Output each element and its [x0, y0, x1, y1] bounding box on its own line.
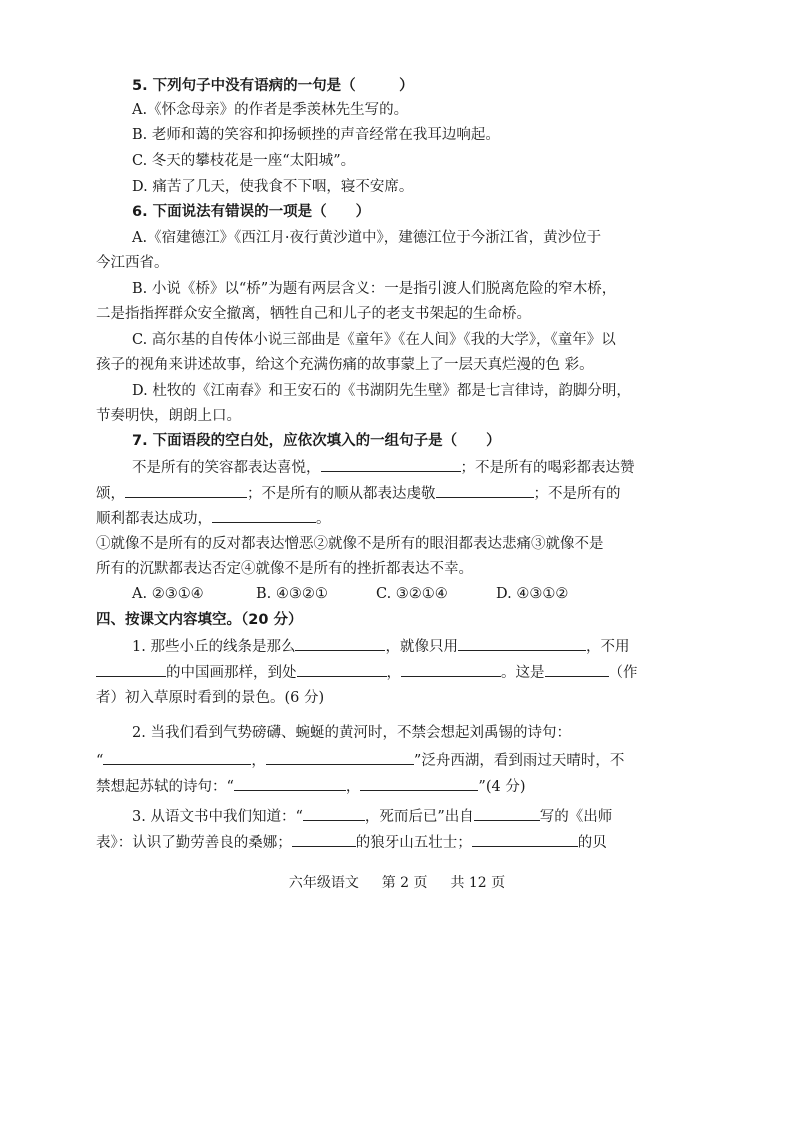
- s4-text: ，不用: [585, 639, 630, 655]
- answer-blank[interactable]: [292, 832, 356, 847]
- q6-option-d-line1: D. 杜牧的《江南春》和王安石的《书湖阴先生壁》都是七言律诗，韵脚分明，: [132, 383, 631, 399]
- answer-blank[interactable]: [401, 662, 501, 677]
- q7-text: 颂，: [96, 486, 125, 502]
- answer-blank[interactable]: [436, 483, 534, 498]
- s4-text: ，: [345, 779, 361, 795]
- s4-text: 写的《出师: [539, 809, 613, 825]
- q5-title: 5. 下列句子中没有语病的一句是（ ）: [132, 78, 414, 94]
- q5-option-d: D. 痛苦了几天，使我食不下咽，寝不安席。: [132, 179, 414, 195]
- s4-q3-line1: [132, 806, 612, 827]
- q7-passage-line3: [96, 508, 331, 529]
- s4-q1-line1: [132, 636, 629, 657]
- q6-title: 6. 下面说法有错误的一项是（ ）: [132, 204, 371, 220]
- s4-text: 表》：认识了勤劳善良的桑娜；: [96, 835, 292, 851]
- q7-choice-c: C. ③②①④: [376, 586, 448, 602]
- q7-title: 7. 下面语段的空白处，应依次填入的一组句子是（ ）: [132, 433, 501, 449]
- q7-choice-b: B. ④③②①: [256, 586, 328, 602]
- q7-choice-d: D. ④③①②: [496, 586, 569, 602]
- q6-option-d-line2: 节奏明快，朗朗上口。: [96, 408, 241, 424]
- s4-text: （作: [608, 665, 638, 681]
- q7-sentences-line1: ①就像不是所有的反对都表达憎恶②就像不是所有的眼泪都表达悲痛③就像不是: [96, 536, 604, 552]
- s4-text: ，死而后已”出自: [364, 809, 474, 825]
- q6-option-b-line2: 二是指指挥群众安全撤离，牺牲自己和儿子的老支书架起的生命桥。: [96, 306, 531, 322]
- q6-option-b-line1: B. 小说《桥》以“桥”为题有两层含义：一是指引渡人们脱离危险的窄木桥，: [132, 281, 617, 297]
- s4-text: 3. 从语文书中我们知道：“: [132, 809, 303, 825]
- answer-blank[interactable]: [458, 636, 586, 651]
- s4-q1-line3: 者）初入草原时看到的景色。(6 分): [96, 690, 325, 706]
- s4-q3-line2: [96, 832, 607, 853]
- q6-option-a-line1: A.《宿建德江》《西江月·夜行黄沙道中》，建德江位于今浙江省，黄沙位于: [132, 230, 602, 246]
- answer-blank[interactable]: [303, 806, 365, 821]
- q6-option-c-line2: 孩子的视角来讲述故事，给这个充满伤痛的故事蒙上了一层天真烂漫的色 彩。: [96, 357, 594, 373]
- q7-choice-a: A. ②③①④: [132, 586, 204, 602]
- answer-blank[interactable]: [212, 508, 316, 523]
- answer-blank[interactable]: [321, 457, 461, 472]
- q7-text: 不是所有的笑容都表达喜悦，: [132, 460, 321, 476]
- s4-text: ，: [386, 665, 401, 681]
- s4-text: ，就像只用: [385, 639, 458, 655]
- answer-blank[interactable]: [295, 636, 385, 651]
- s4-text: ”泛舟西湖，看到雨过天晴时，不: [413, 753, 625, 769]
- s4-text: ”(4 分): [478, 779, 526, 795]
- answer-blank[interactable]: [266, 750, 414, 765]
- answer-blank[interactable]: [545, 662, 609, 677]
- q7-sentences-line2: 所有的沉默都表达否定④就像不是所有的挫折都表达不幸。: [96, 561, 473, 577]
- q7-passage-line2: [96, 483, 621, 504]
- s4-text: “: [96, 753, 104, 769]
- s4-q2-line3: [96, 776, 525, 797]
- answer-blank[interactable]: [103, 750, 251, 765]
- answer-blank[interactable]: [472, 832, 578, 847]
- s4-q1-line2: [96, 662, 638, 683]
- s4-text: 。这是: [501, 665, 545, 681]
- s4-text: 的中国画那样，到处: [166, 665, 297, 681]
- section4-title: 四、按课文内容填空。（20 分）: [96, 612, 303, 628]
- s4-text: 禁想起苏轼的诗句：“: [96, 779, 234, 795]
- s4-q2-line1: 2. 当我们看到气势磅礴、蜿蜒的黄河时，不禁会想起刘禹锡的诗句：: [132, 725, 571, 741]
- s4-q2-line2: [96, 750, 624, 771]
- q6-option-c-line1: C. 高尔基的自传体小说三部曲是《童年》《在人间》《我的大学》，《童年》以: [132, 332, 616, 348]
- s4-text: ，: [251, 753, 266, 769]
- q7-text: 。: [316, 511, 331, 527]
- footer-subject: 六年级语文: [288, 875, 359, 891]
- page-footer: [0, 872, 794, 892]
- answer-blank[interactable]: [297, 662, 387, 677]
- footer-total-pages: 共 12 页: [450, 875, 506, 891]
- answer-blank[interactable]: [360, 776, 478, 791]
- q7-text: ；不是所有的: [533, 486, 621, 502]
- answer-blank[interactable]: [125, 483, 247, 498]
- q6-option-a-line2: 今江西省。: [96, 255, 169, 271]
- answer-blank[interactable]: [96, 662, 166, 677]
- q7-text: 顺利都表达成功，: [96, 511, 212, 527]
- s4-text: 的贝: [577, 835, 607, 851]
- s4-text: 1. 那些小丘的线条是那么: [132, 639, 296, 655]
- q5-option-b: B. 老师和蔼的笑容和抑扬顿挫的声音经常在我耳边响起。: [132, 127, 500, 143]
- q5-option-a: A.《怀念母亲》的作者是季羡林先生写的。: [132, 102, 409, 118]
- q7-passage-line1: [132, 457, 635, 478]
- q5-option-c: C. 冬天的攀枝花是一座“太阳城”。: [132, 153, 356, 169]
- footer-page-number: 第 2 页: [381, 875, 428, 891]
- answer-blank[interactable]: [234, 776, 346, 791]
- s4-text: 的狼牙山五壮士；: [355, 835, 472, 851]
- q7-text: ；不是所有的喝彩都表达赞: [460, 460, 635, 476]
- q7-text: ；不是所有的顺从都表达虔敬: [247, 486, 436, 502]
- answer-blank[interactable]: [474, 806, 540, 821]
